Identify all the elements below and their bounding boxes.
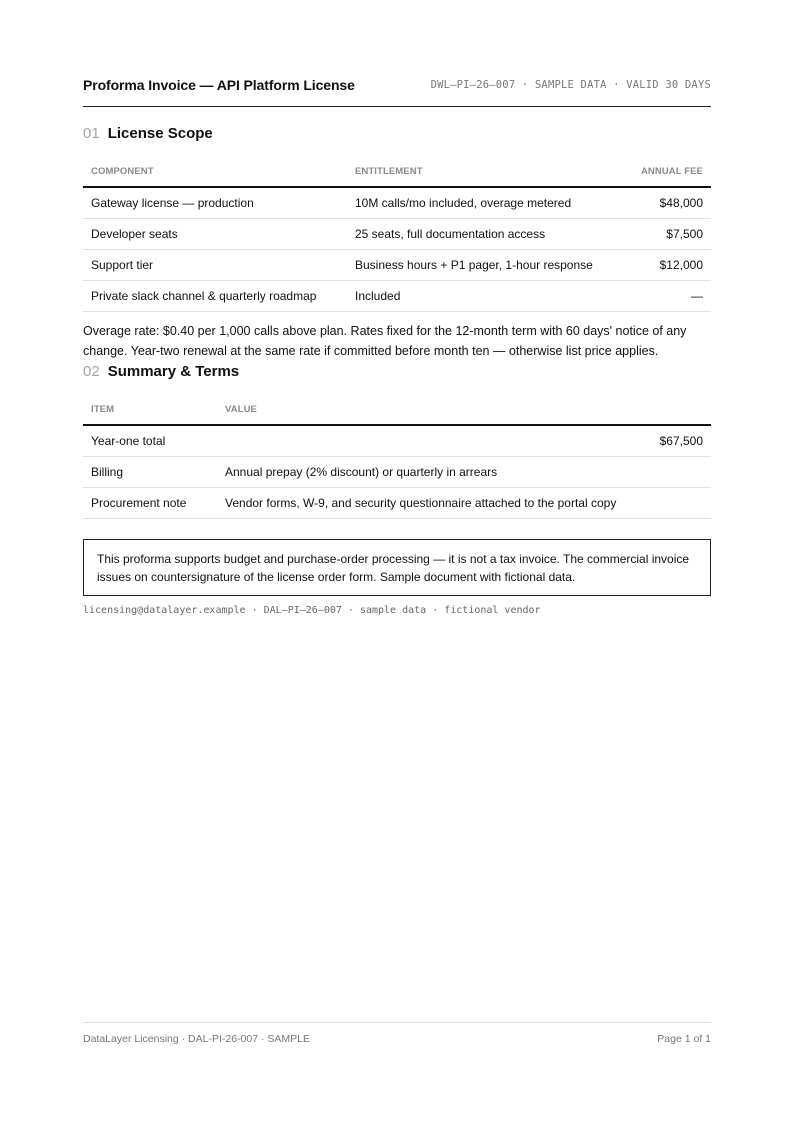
document-title: Proforma Invoice — API Platform License — [83, 77, 355, 93]
table-row — [83, 457, 711, 488]
section-number: 02 — [83, 363, 100, 380]
cell-component: Gateway license — production — [83, 187, 347, 219]
cell-component: Support tier — [83, 250, 347, 281]
invoice-page — [83, 0, 711, 1123]
cell-item: Billing — [83, 457, 217, 488]
document-reference: DWL–PI–26–007 · SAMPLE DATA · VALID 30 DAYS — [430, 79, 711, 91]
cell-value: $67,500 — [217, 425, 711, 457]
page-footer — [83, 1022, 711, 1053]
column-header-entitlement: ENTITLEMENT — [347, 156, 611, 187]
document-header — [83, 76, 711, 107]
cell-annual-fee: $12,000 — [611, 250, 711, 281]
disclaimer-notice-box: This proforma supports budget and purchase-order processing — it is not a tax invoice. The commercial invoice issues on countersignature of the license order form. Sample document with fictional data. — [83, 539, 711, 596]
cell-annual-fee: — — [611, 281, 711, 312]
cell-component: Private slack channel & quarterly roadmap — [83, 281, 347, 312]
section-summary-terms-heading — [83, 363, 239, 383]
section-title: License Scope — [107, 125, 213, 142]
cell-value: Vendor forms, W-9, and security questionnaire attached to the portal copy — [217, 488, 711, 519]
contact-line: licensing@datalayer.example · DAL–PI–26–007 · sample data · fictional vendor — [83, 605, 541, 616]
cell-annual-fee: $48,000 — [611, 187, 711, 219]
cell-entitlement: Included — [347, 281, 611, 312]
cell-component: Developer seats — [83, 219, 347, 250]
table-row — [83, 425, 711, 457]
section-title: Summary & Terms — [107, 363, 240, 380]
table-row — [83, 250, 711, 281]
table-header-row — [83, 394, 711, 425]
table-row — [83, 219, 711, 250]
section-license-scope-heading — [83, 125, 213, 145]
footer-page-number: Page 1 of 1 — [657, 1033, 711, 1045]
column-header-annual-fee: ANNUAL FEE — [611, 156, 711, 187]
cell-entitlement: 25 seats, full documentation access — [347, 219, 611, 250]
section-number: 01 — [83, 125, 100, 142]
cell-item: Procurement note — [83, 488, 217, 519]
overage-note: Overage rate: $0.40 per 1,000 calls above plan. Rates fixed for the 12-month term with 60 days' notice of any change. Year-two renewal at the same rate if committed before month ten — otherwise list price applies. — [83, 324, 687, 358]
summary-terms-table — [83, 394, 711, 519]
column-header-component: COMPONENT — [83, 156, 347, 187]
license-scope-table — [83, 156, 711, 312]
footer-document-id: DataLayer Licensing · DAL-PI-26-007 · SAMPLE — [83, 1033, 311, 1045]
table-row — [83, 488, 711, 519]
cell-item: Year-one total — [83, 425, 217, 457]
cell-entitlement: 10M calls/mo included, overage metered — [347, 187, 611, 219]
cell-annual-fee: $7,500 — [611, 219, 711, 250]
column-header-value: VALUE — [217, 394, 711, 425]
table-row — [83, 187, 711, 219]
table-header-row — [83, 156, 711, 187]
cell-entitlement: Business hours + P1 pager, 1-hour response — [347, 250, 611, 281]
column-header-item: ITEM — [83, 394, 217, 425]
table-row — [83, 281, 711, 312]
cell-value: Annual prepay (2% discount) or quarterly in arrears — [217, 457, 711, 488]
